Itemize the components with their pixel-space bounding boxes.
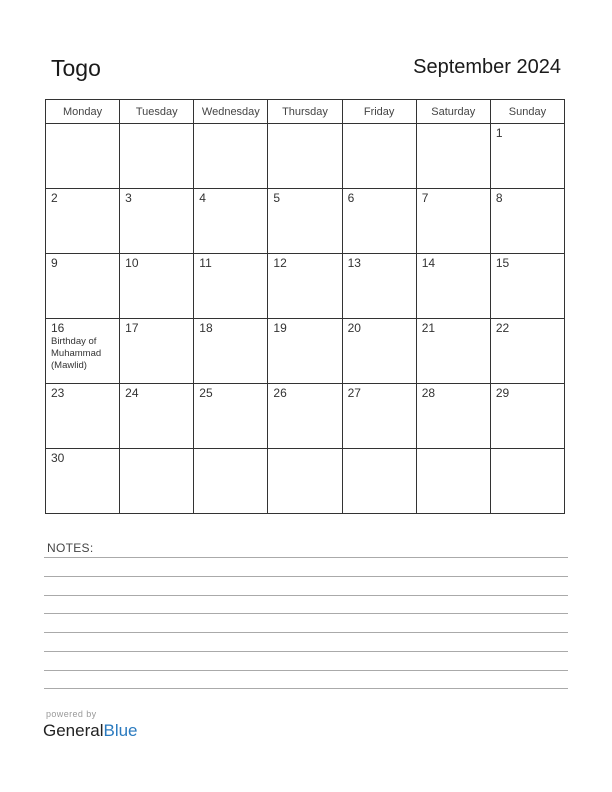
day-cell bbox=[490, 384, 564, 449]
day-number bbox=[343, 449, 416, 452]
day-cell bbox=[342, 254, 416, 319]
day-number: 6 bbox=[347, 191, 355, 205]
day-cell bbox=[416, 449, 490, 514]
note-line bbox=[44, 576, 568, 577]
weekday-header: Thursday bbox=[268, 100, 342, 124]
day-number bbox=[491, 449, 564, 452]
weekday-header: Sunday bbox=[490, 100, 564, 124]
day-number: 3 bbox=[125, 191, 132, 205]
month-title: September 2024 bbox=[413, 56, 561, 78]
day-cell bbox=[120, 189, 194, 254]
day-cell bbox=[46, 254, 120, 319]
day-number: 8 bbox=[495, 191, 503, 205]
week-row bbox=[46, 449, 565, 514]
day-number: 28 bbox=[421, 386, 436, 400]
day-cell bbox=[120, 319, 194, 384]
day-number: 7 bbox=[421, 191, 429, 205]
day-number: 25 bbox=[199, 386, 213, 400]
day-cell bbox=[490, 124, 564, 189]
day-cell bbox=[416, 384, 490, 449]
day-cell bbox=[194, 189, 268, 254]
day-cell bbox=[120, 254, 194, 319]
country-title: Togo bbox=[51, 55, 101, 81]
day-cell bbox=[46, 319, 120, 384]
note-line bbox=[44, 688, 568, 689]
day-number bbox=[46, 124, 119, 127]
day-number: 27 bbox=[347, 386, 361, 400]
day-cell bbox=[416, 124, 490, 189]
day-number: 12 bbox=[273, 256, 287, 270]
weekday-header: Wednesday bbox=[194, 100, 268, 124]
day-cell bbox=[46, 189, 120, 254]
day-cell bbox=[268, 124, 342, 189]
day-cell bbox=[194, 124, 268, 189]
day-number: 5 bbox=[273, 191, 281, 205]
day-number: 9 bbox=[51, 256, 58, 270]
note-line bbox=[44, 613, 568, 614]
note-line bbox=[44, 632, 568, 633]
day-number bbox=[120, 449, 193, 452]
day-cell bbox=[342, 384, 416, 449]
day-number bbox=[194, 124, 267, 127]
day-number: 14 bbox=[421, 256, 436, 270]
day-number bbox=[194, 449, 267, 452]
day-number: 29 bbox=[495, 386, 510, 400]
week-row bbox=[46, 319, 565, 384]
day-number bbox=[343, 124, 416, 127]
day-number: 23 bbox=[51, 386, 65, 400]
week-row bbox=[46, 384, 565, 449]
holiday-label: Birthday of Muhammad (Mawlid) bbox=[51, 336, 102, 371]
week-row bbox=[46, 124, 565, 189]
day-cell bbox=[268, 449, 342, 514]
weekday-header: Saturday bbox=[416, 100, 490, 124]
note-line bbox=[44, 670, 568, 671]
weekday-header-row bbox=[46, 100, 565, 124]
note-line bbox=[44, 557, 568, 558]
day-number: 11 bbox=[199, 256, 212, 270]
weekday-header: Friday bbox=[342, 100, 416, 124]
calendar-grid bbox=[45, 99, 565, 514]
weekday-header: Tuesday bbox=[120, 100, 194, 124]
day-cell bbox=[342, 189, 416, 254]
day-cell bbox=[342, 319, 416, 384]
day-cell bbox=[490, 449, 564, 514]
day-cell bbox=[194, 449, 268, 514]
day-cell bbox=[120, 124, 194, 189]
day-number bbox=[268, 449, 341, 452]
day-cell bbox=[416, 189, 490, 254]
powered-by-text: powered by bbox=[46, 709, 97, 719]
week-row bbox=[46, 189, 565, 254]
day-cell bbox=[120, 449, 194, 514]
day-cell bbox=[342, 449, 416, 514]
day-cell bbox=[490, 189, 564, 254]
day-cell bbox=[268, 384, 342, 449]
day-cell bbox=[490, 319, 564, 384]
day-number bbox=[120, 124, 193, 127]
day-cell bbox=[46, 449, 120, 514]
day-cell bbox=[46, 384, 120, 449]
notes-label: NOTES: bbox=[47, 541, 94, 555]
day-number: 13 bbox=[347, 256, 361, 270]
brand-logo[interactable] bbox=[43, 721, 138, 741]
day-number: 18 bbox=[199, 321, 213, 335]
day-cell bbox=[268, 189, 342, 254]
note-line bbox=[44, 651, 568, 652]
day-number: 21 bbox=[421, 321, 436, 335]
brand-blue: Blue bbox=[103, 721, 138, 740]
brand-general: General bbox=[43, 721, 104, 740]
note-line bbox=[44, 595, 568, 596]
day-number bbox=[268, 124, 341, 127]
day-cell bbox=[490, 254, 564, 319]
day-number: 20 bbox=[347, 321, 361, 335]
day-number: 1 bbox=[495, 126, 503, 140]
day-cell bbox=[342, 124, 416, 189]
day-number: 16 bbox=[51, 321, 65, 335]
day-number: 2 bbox=[51, 191, 58, 205]
day-number: 30 bbox=[51, 451, 65, 465]
day-number: 22 bbox=[495, 321, 510, 335]
day-cell bbox=[46, 124, 120, 189]
week-row bbox=[46, 254, 565, 319]
day-cell bbox=[194, 384, 268, 449]
day-number: 15 bbox=[495, 256, 510, 270]
day-number: 26 bbox=[273, 386, 287, 400]
day-number bbox=[417, 449, 490, 452]
day-number: 19 bbox=[273, 321, 287, 335]
day-cell bbox=[268, 254, 342, 319]
day-cell bbox=[268, 319, 342, 384]
day-number: 4 bbox=[199, 191, 206, 205]
day-number bbox=[417, 124, 490, 127]
day-cell bbox=[194, 319, 268, 384]
weekday-header: Monday bbox=[46, 100, 120, 124]
day-number: 17 bbox=[125, 321, 139, 335]
day-cell bbox=[416, 319, 490, 384]
day-number: 24 bbox=[125, 386, 139, 400]
day-cell bbox=[194, 254, 268, 319]
day-cell bbox=[120, 384, 194, 449]
day-number: 10 bbox=[125, 256, 139, 270]
day-cell bbox=[416, 254, 490, 319]
